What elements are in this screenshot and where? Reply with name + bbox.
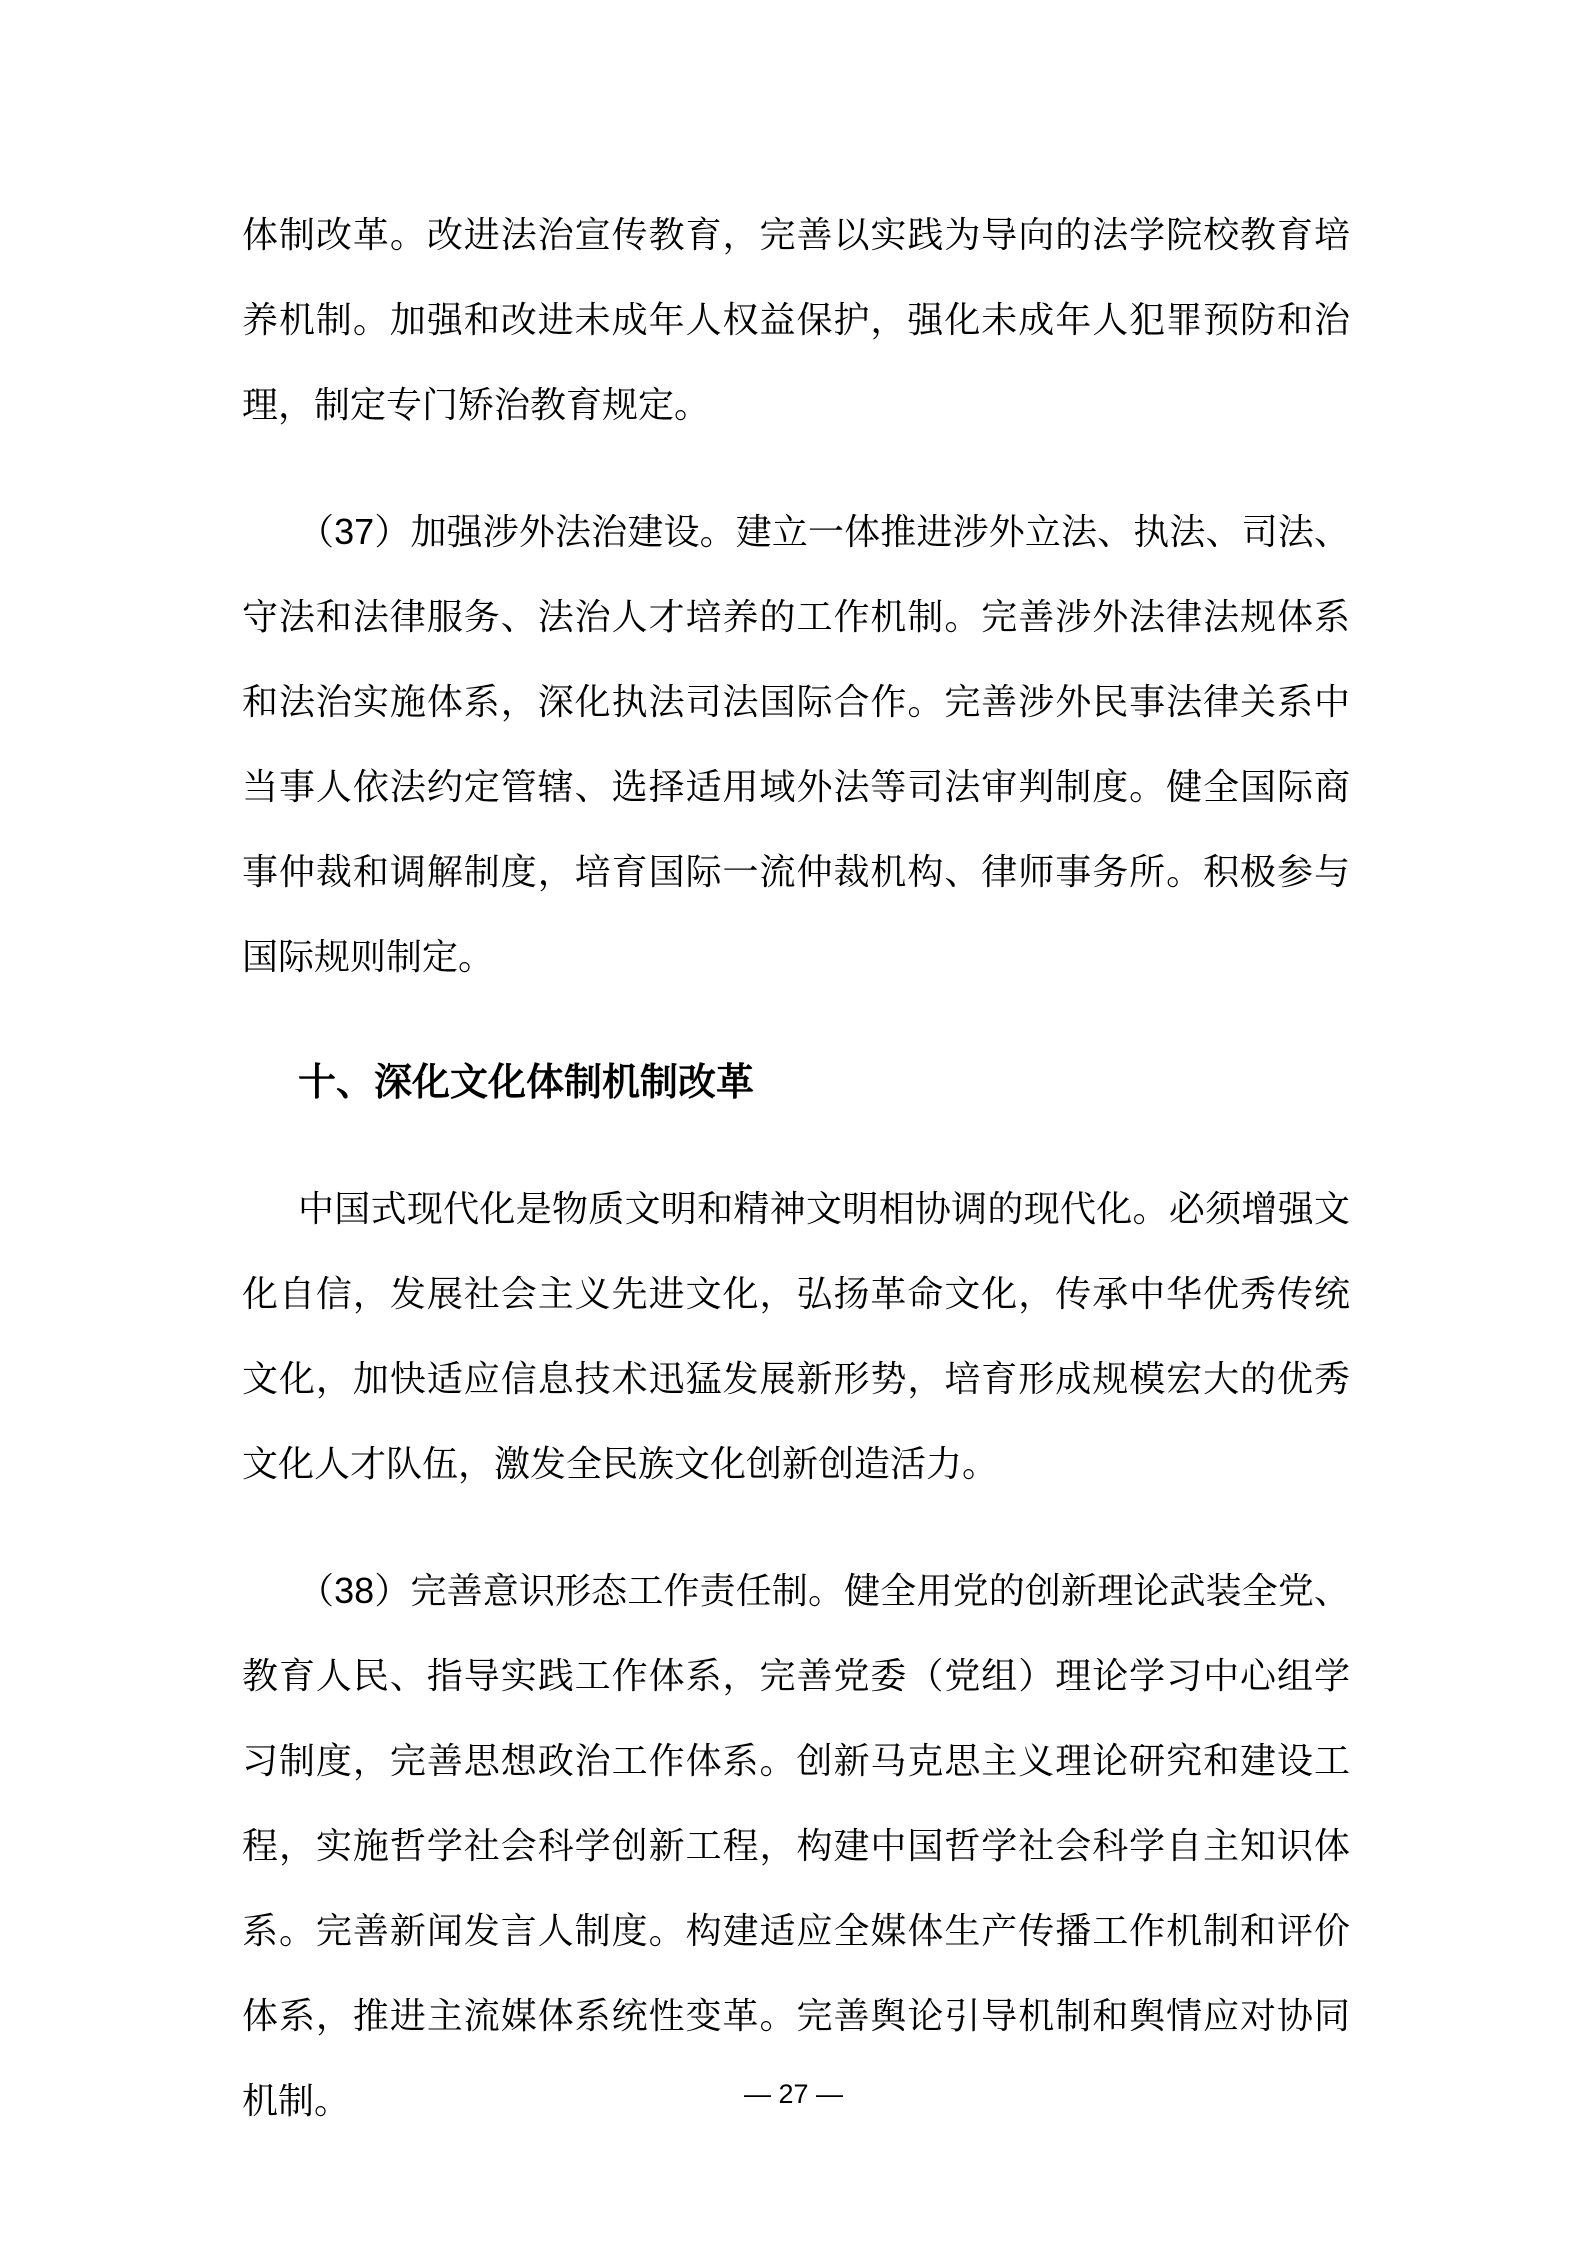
section-heading: 十、深化文化体制机制改革	[298, 1062, 755, 1104]
body-paragraph: 体制改革。改进法治宣传教育，完善以实践为导向的法学院校教育培养机制。加强和改进未成年人权益保护，强化未成年人犯罪预防和治理，制定专门矫治教育规定。	[242, 214, 1350, 425]
page-number: — 27 —	[743, 2079, 844, 2109]
body-paragraph: （38）完善意识形态工作责任制。健全用党的创新理论武装全党、教育人民、指导实践工作体系，完善党委（党组）理论学习中心组学习制度，完善思想政治工作体系。创新马克思主义理论研究和建设工程，实施哲学社会科学创新工程，构建中国哲学社会科学自主知识体系。完善新闻发言人制度。构建适应全媒体生产传播工作机制和评价体系，推进主流媒体系统性变革。完善舆论引导机制和舆情应对协同机制。	[242, 1570, 1350, 2121]
page-footer	[0, 2078, 1587, 2110]
body-paragraph: 中国式现代化是物质文明和精神文明相协调的现代化。必须增强文化自信，发展社会主义先进文化，弘扬革命文化，传承中华优秀传统文化，加快适应信息技术迅猛发展新形势，培育形成规模宏大的优秀文化人才队伍，激发全民族文化创新创造活力。	[242, 1188, 1350, 1484]
body-paragraph: （37）加强涉外法治建设。建立一体推进涉外立法、执法、司法、守法和法律服务、法治人才培养的工作机制。完善涉外法律法规体系和法治实施体系，深化执法司法国际合作。完善涉外民事法律关系中当事人依法约定管辖、选择适用域外法等司法审判制度。健全国际商事仲裁和调解制度，培育国际一流仲裁机构、律师事务所。积极参与国际规则制定。	[242, 511, 1350, 977]
page-content	[242, 192, 1350, 2185]
